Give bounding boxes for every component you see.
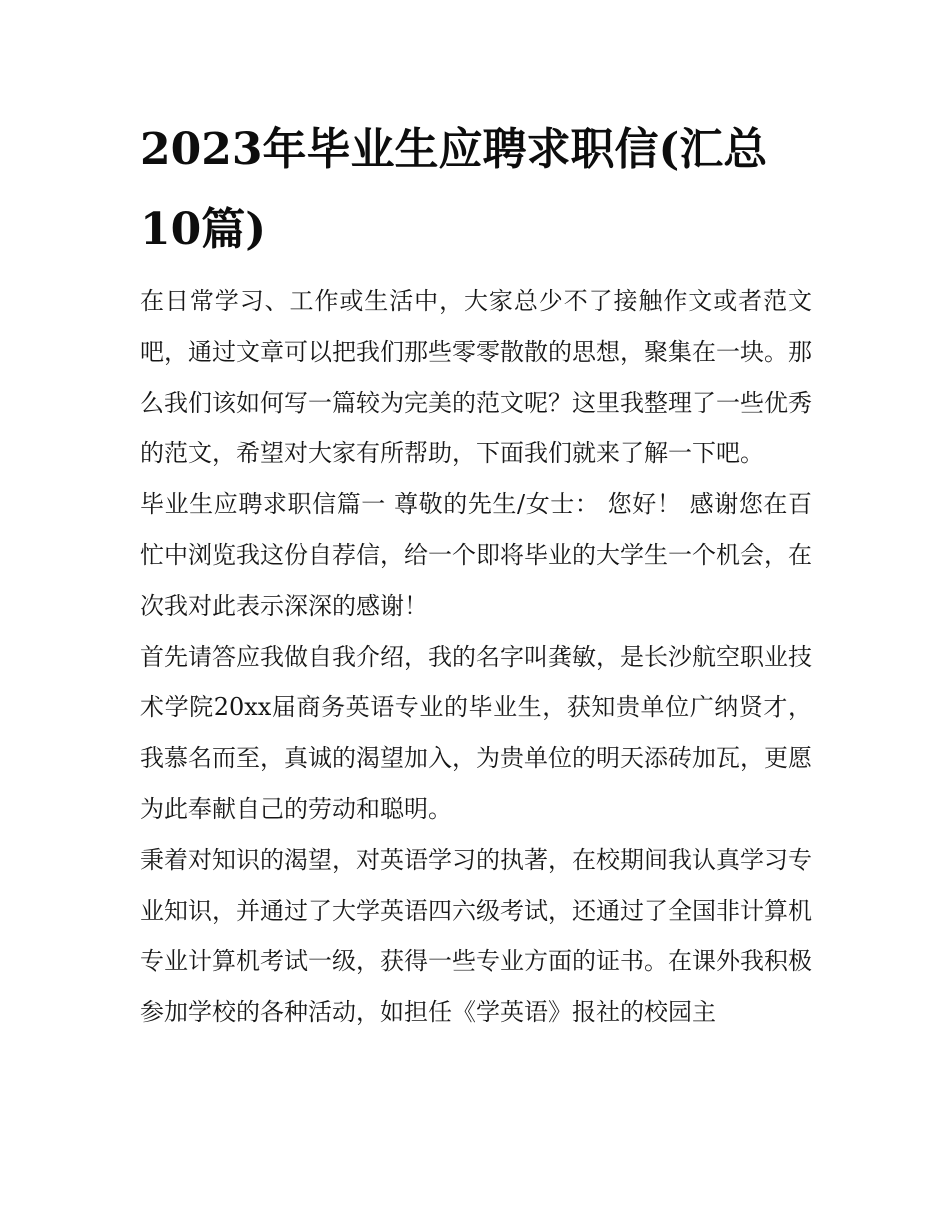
document-title: 2023年毕业生应聘求职信(汇总10篇) <box>140 124 768 255</box>
paragraph-self-introduction: 首先请答应我做自我介绍，我的名字叫龚敏，是长沙航空职业技术学院20xx届商务英语专业的毕业生，获知贵单位广纳贤才，我慕名而至，真诚的渴望加入，为贵单位的明天添砖加瓦，更愿为此奉献自己的劳动和聪明。 <box>140 642 812 823</box>
document-body <box>140 276 812 1038</box>
paragraph-study-activities: 秉着对知识的渴望，对英语学习的执著，在校期间我认真学习专业知识，并通过了大学英语四六级考试，还通过了全国非计算机专业计算机考试一级，获得一些专业方面的证书。在课外我积极参加学校的各种活动，如担任《学英语》报社的校园主 <box>140 845 812 1027</box>
paragraph-intro: 在日常学习、工作或生活中，大家总少不了接触作文或者范文吧，通过文章可以把我们那些零零散散的思想，聚集在一块。那么我们该如何写一篇较为完美的范文呢？这里我整理了一些优秀的范文，希望对大家有所帮助，下面我们就来了解一下吧。 <box>140 287 812 468</box>
paragraph-letter-greeting: 毕业生应聘求职信篇一 尊敬的先生/女士： 您好！ 感谢您在百忙中浏览我这份自荐信，给一个即将毕业的大学生一个机会，在次我对此表示深深的感谢！ <box>140 490 812 620</box>
